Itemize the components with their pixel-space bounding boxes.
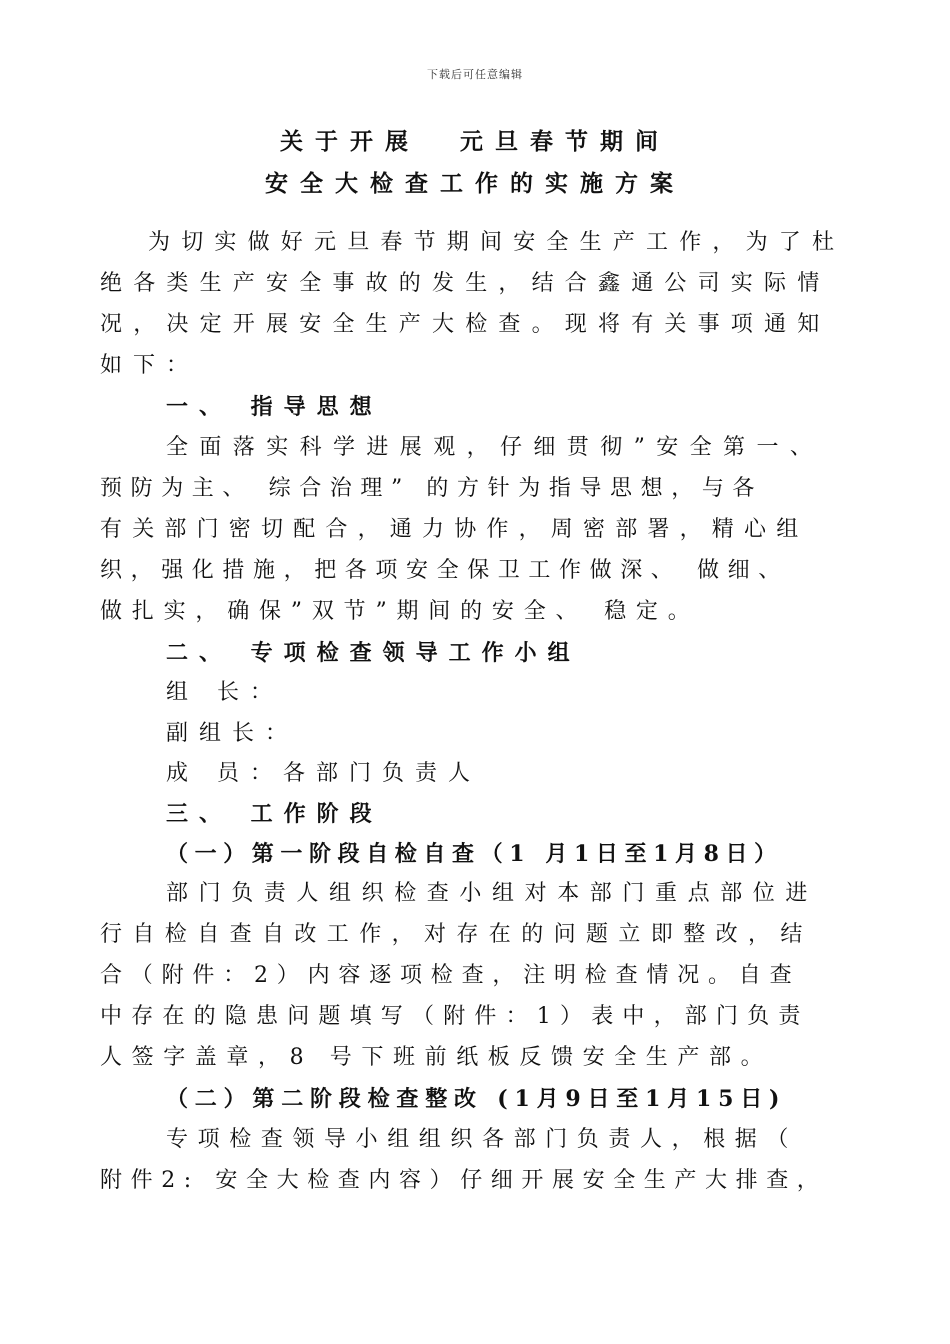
members-line: 成 员：各部门负责人 <box>166 761 481 786</box>
intro-paragraph-line: 绝各类生产安全事故的发生，结合鑫通公司实际情 <box>100 271 831 296</box>
guiding-thought-line: 全面落实科学进展观，仔细贯彻”安全第一、 <box>166 435 824 460</box>
intro-paragraph-line: 况，决定开展安全生产大检查。现将有关事项通知 <box>100 312 831 337</box>
stage-1-line: 人签字盖章，8 号下班前纸板反馈安全生产部。 <box>100 1045 773 1070</box>
header-note: 下载后可任意编辑 <box>427 68 523 81</box>
guiding-thought-line: 做扎实，确保”双节”期间的安全、 稳定。 <box>100 599 700 624</box>
intro-paragraph-line: 如下： <box>100 353 200 378</box>
stage-1-line: 合（附件：2）内容逐项检查，注明检查情况。自查 <box>100 963 801 988</box>
section-heading-work-stages: 三、 工作阶段 <box>166 801 383 827</box>
group-leader-line: 组 长： <box>166 680 283 705</box>
document-title-line-2: 安全大检查工作的实施方案 <box>265 170 685 197</box>
guiding-thought-line: 有关部门密切配合，通力协作，周密部署，精心组 <box>100 517 809 542</box>
guiding-thought-line: 织，强化措施，把各项安全保卫工作做深、 做细、 <box>100 558 789 583</box>
stage-2-heading: （二）第二阶段检查整改 (1月9日至1月15日) <box>166 1086 787 1112</box>
stage-1-heading: （一）第一阶段自检自查（1 月1日至1月8日） <box>166 841 783 867</box>
document-title-line-1: 关于开展 元旦春节期间 <box>279 128 670 155</box>
stage-1-line: 部门负责人组织检查小组对本部门重点部位进 <box>166 881 819 906</box>
deputy-leader-line: 副组长： <box>166 721 299 746</box>
section-heading-leadership-group: 二、 专项检查领导工作小组 <box>166 640 581 666</box>
stage-1-line: 中存在的隐患问题填写（附件：1）表中，部门负责 <box>100 1004 810 1029</box>
intro-paragraph-line: 为切实做好元旦春节期间安全生产工作，为了杜 <box>148 230 845 255</box>
stage-1-line: 行自检自查自改工作，对存在的问题立即整改，结 <box>100 922 813 947</box>
guiding-thought-line: 预防为主、 综合治理” 的方针为指导思想，与各 <box>100 476 764 501</box>
section-heading-guiding-thought: 一、 指导思想 <box>166 394 383 420</box>
stage-2-line: 附件2: 安全大检查内容）仔细开展安全生产大排查， <box>100 1168 828 1193</box>
stage-2-line: 专项检查领导小组组织各部门负责人，根据（ <box>166 1127 799 1152</box>
